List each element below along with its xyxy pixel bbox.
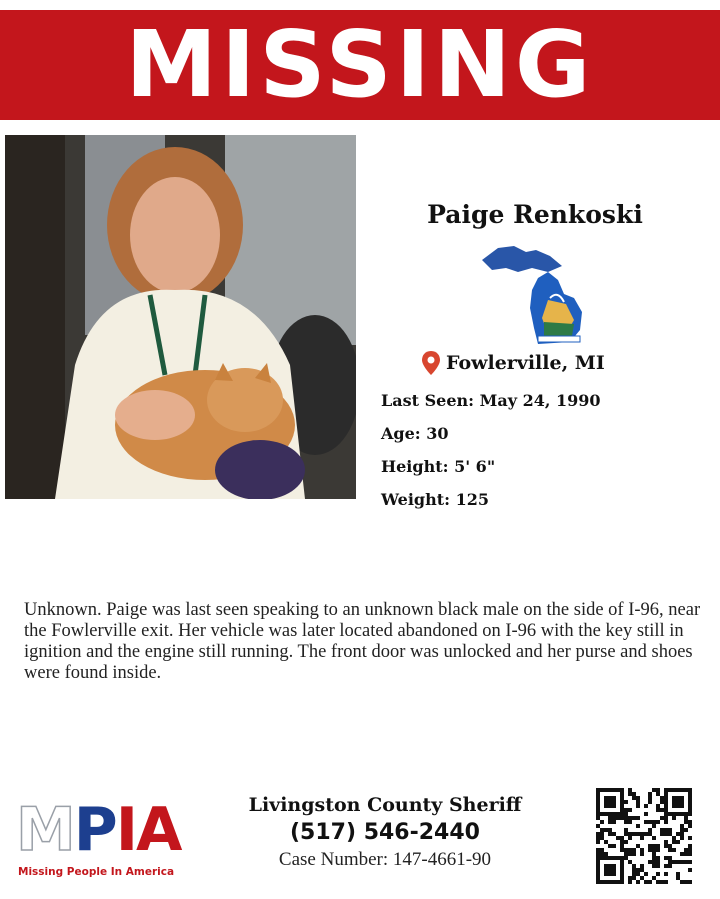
- fact-weight: [381, 490, 489, 509]
- fact-value: May 24, 1990: [479, 391, 601, 410]
- qr-code[interactable]: [596, 788, 692, 884]
- person-name: Paige Renkoski: [427, 200, 643, 229]
- case-number: Case Number: 147-4661-90: [278, 849, 492, 870]
- map-pin-icon: [420, 350, 442, 376]
- fact-value: 30: [426, 424, 449, 443]
- missing-banner: [0, 10, 720, 120]
- person-photo: [5, 135, 356, 499]
- fact-value: 5' 6": [454, 457, 496, 476]
- fact-label: Last Seen:: [381, 391, 475, 410]
- fact-label: Height:: [381, 457, 449, 476]
- logo-letter-p: P: [73, 795, 116, 865]
- photo-illustration: [5, 135, 356, 499]
- fact-age: [381, 424, 449, 443]
- logo-letter-i: I: [115, 795, 137, 865]
- phone-number[interactable]: (517) 546-2440: [290, 820, 480, 845]
- fact-label: Age:: [381, 424, 421, 443]
- banner-title: MISSING: [125, 11, 595, 118]
- fact-height: [381, 457, 495, 476]
- logo-letter-a: A: [136, 795, 181, 865]
- mpia-logo: [14, 795, 186, 882]
- location-line: [420, 350, 605, 376]
- contact-block: [215, 790, 555, 871]
- fact-value: 125: [455, 490, 490, 509]
- fact-last-seen: [381, 391, 601, 410]
- case-description: Unknown. Paige was last seen speaking to an unknown black male on the side of I-96, near the Fowlerville exit. Her vehicle was later located abandoned on I-96 with the key still in ignition and the engine still running. The front door was unlocked and her purse and shoes were found inside.: [24, 600, 701, 683]
- location-text: Fowlerville, MI: [446, 352, 605, 374]
- agency-name: Livingston County Sheriff: [248, 794, 522, 816]
- michigan-map: [478, 238, 596, 350]
- logo-tagline: Missing People In America: [18, 866, 175, 878]
- logo-letters: [16, 795, 181, 865]
- michigan-map-graphic: [478, 238, 596, 350]
- fact-label: Weight:: [381, 490, 451, 509]
- logo-letter-m: M: [16, 795, 74, 865]
